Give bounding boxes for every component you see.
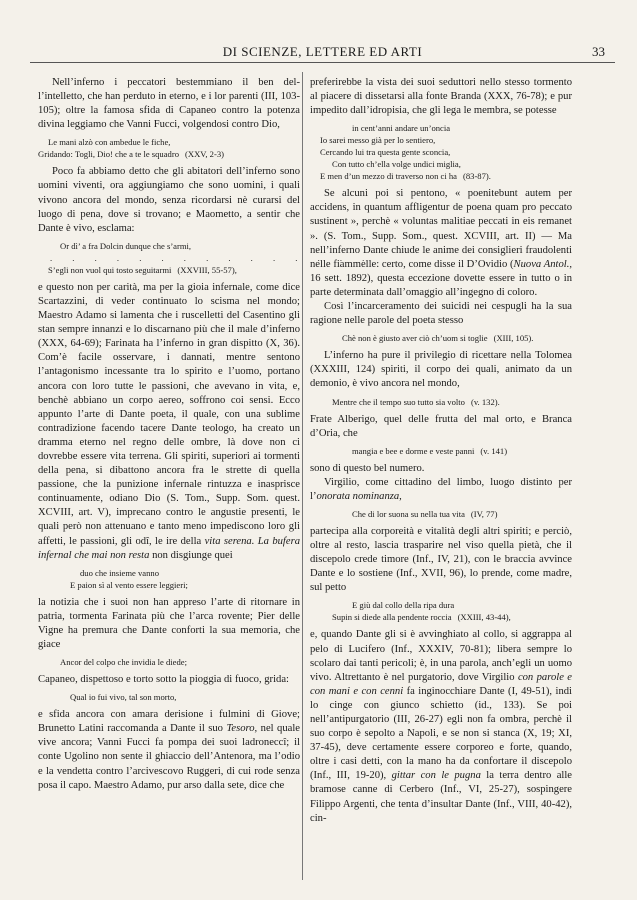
- verse-quote: [38, 567, 300, 591]
- paragraph-text: e questo non per carità, ma per la gioia infernale, come dice Scartazzini, di veder continuato lo scisma nel mondo; Maestro Adamo si lamenta che i ruscelletti del Casentino gli stan sempre innanzi e lo discarnano più che il male d’inferno (XXX, 64-69); Farinata ha l’inferno in gran dispitto (X, 36). Com’è facile osservare, i dannati, mentre sentono l’antagonismo incessante tra lo spirito e l’uomo, portano ancora con loro tutte le passioni, che avevano in vita, e, benchè abbiano un corpo aereo, soffrono coi sensi. Ecco appunto l’arte di Dante poeta, il quale, con una sublime contradizione facendo tacere Dante teologo, ha creato un dramma eterno nel regno delle ombre, là dove non ci dovrebbe essere vita terrena. Gli spiriti, superiori ai tormenti della pena, si dibattono ancora fra le strette di quella passione, che la punizione infernale rintuzza e inasprisce continuamente, odiano Dio (S. Tom., Supp. Som. quest. XCVIII, art. V), imprecano contro le angustie presenti, le quali però non attenuano e tanto meno impediscono loro gli affetti, le passioni, gli odî, le ire della: [38, 281, 300, 547]
- paragraph-text: e, quando Dante gli si è avvinghiato al collo, si aggrappa al pelo di Lucifero (Inf., XXXIV, 70-81); libera sempre lo scolaro dai tanti pericoli; è, in una parola, anch’egli un uomo vivo. Altrettanto è nel purgatorio, dove Virgilio: [310, 629, 572, 683]
- column-divider: [302, 72, 303, 880]
- paragraph-text: e sfida ancora con amara derisione i fulmini di Giove; Brunetto Latini raccomanda a Dante il suo: [38, 709, 300, 735]
- verse-reference: (83-87).: [462, 171, 491, 182]
- verse-reference: (XXVIII, 55-57),: [177, 264, 237, 275]
- verse-line: Gridando: Togli, Dio! che a te le squadro: [38, 149, 179, 160]
- paragraph-text: Virgilio, come cittadino del limbo, luogo distinto per l’: [310, 476, 572, 502]
- page-number: 33: [592, 44, 605, 59]
- verse-quote: [38, 656, 300, 668]
- paragraph: Così l’incarceramento dei suicidi nei cespugli ha la sua ragione nelle parole del poeta stesso: [310, 301, 572, 327]
- paragraph: la notizia che i suoi non han appreso l’arte di ritornare in patria, tormenta Farinata più che l’arca rovente; Pier delle Vigne ha premura che Dante conforti la sua memoria, che giace: [38, 596, 300, 650]
- verse-line: Le mani alzò con ambedue le fiche,: [48, 137, 171, 148]
- verse-quote: [310, 599, 572, 623]
- verse-quote: [310, 122, 572, 182]
- paragraph: [38, 281, 300, 563]
- verse-line: in cent’anni andare un’oncia: [352, 123, 451, 134]
- paragraph: Capaneo, dispettoso e torto sotto la pioggia di fuoco, grida:: [38, 674, 289, 686]
- verse-line: Io sarei messo già per lo sentiero,: [320, 135, 436, 146]
- verse-reference: (XIII, 105).: [493, 333, 534, 344]
- paragraph: sono di questo bel numero.: [310, 462, 425, 474]
- paragraph: [310, 187, 572, 300]
- verse-line: E men d’un mezzo di traverso non ci ha: [320, 171, 457, 182]
- verse-quote: [310, 396, 572, 408]
- verse-line: Supin si diede alla pendente roccia: [332, 612, 452, 623]
- italic-quote: con parole e con mani e con cenni: [310, 671, 572, 697]
- verse-line: Cercando lui tra questa gente sconcia,: [320, 147, 451, 158]
- verse-quote: [310, 445, 572, 457]
- paragraph-text: 16 sett. 1892), questa eccezione dovette essere in tutto o in parte determinata dall’omaggio all’ingegno di coloro.: [310, 272, 572, 298]
- italic-quote: vita serena. La bufera infernal che mai non resta: [38, 535, 300, 561]
- paragraph-text: Se alcuni poi si pentono, « poenitebunt autem per accidens, in quantum affligentur de poena quam pro peccato sustinent », perchè « voluntas malitiae peccati in eis remanet ». (S. Tom., Supp. Som., quest. XCVIII, art. II) — Ma nell’inferno Dante chiude le anime dei consiglieri fraudolenti nelle fiammelle: certo, come disse il D’Ovidio (: [310, 188, 572, 270]
- verse-line: Or dì’ a fra Dolcin dunque che s’armi,: [60, 240, 192, 251]
- verse-quote: [38, 691, 300, 703]
- paragraph: [38, 708, 300, 793]
- paragraph-text: fa inginocchiare Dante (I, 49-51), indi lo cinge con giunco schietto (id., 133). Se poi nell’antipurgatorio (III, 26-27) egli non fa ombra, perchè il suo corpo è sepolto a Napoli, e se non si stanca (X, 19; XI, 37-45), deve certamente essere corporeo e forte, quando, oltre i casi detti, con la mano ha da confortare il discepolo (Inf., III, 19-20),: [310, 685, 572, 782]
- verse-quote: [38, 136, 300, 160]
- verse-quote: [310, 332, 572, 344]
- verse-quote: [38, 240, 374, 276]
- verse-line: E giù dal collo della ripa dura: [352, 600, 455, 611]
- paragraph: Frate Alberigo, quel delle frutta del mal orto, e Branca d’Oria, che: [310, 413, 572, 439]
- verse-quote: [310, 508, 572, 520]
- paragraph: L’inferno ha pure il privilegio di ricettare nella Tolomea (XXXIII, 124) spiriti, il corpo dei quali, animato da un demonio, è vivo ancora nel mondo,: [310, 350, 572, 390]
- verse-reference: (XXV, 2-3): [185, 149, 224, 160]
- verse-line: Chè non è giusto aver ciò ch’uom si toglie: [342, 333, 488, 344]
- italic-title: Nuova Antol.,: [513, 258, 572, 270]
- verse-reference: (v. 132).: [470, 396, 500, 407]
- italic-title: Tesoro,: [226, 723, 258, 735]
- paragraph: [310, 628, 572, 825]
- verse-line: S’egli non vuol qui tosto seguitarmi: [48, 264, 172, 275]
- verse-reference: (v. 141): [480, 445, 508, 456]
- paragraph: Nell’inferno i peccatori bestemmiano il ben del-l’intelletto, che han perduto in eterno, e i lor parenti (III, 103-105); oltre la famosa sfida di Capaneo contro la potenza divina leggiamo che Vanni Fucci, volgendosi contro Dio,: [38, 77, 300, 131]
- paragraph: partecipa alla corporeità e vitalità degli altri spiriti; e perciò, oltre al resto, lascia trasparire nel viso quella pietà, che il discepolo crede timore (Inf., IV, 21), con le braccia avvince Dante e lo sostiene (Inf., XVII, 96), lo prende, come madre, sul petto: [310, 525, 572, 594]
- verse-line: Che di lor suona su nella tua vita: [352, 508, 465, 519]
- paragraph: preferirebbe la vista dei suoi seduttori nello stesso tormento al piacere di dissetarsi alla fonte Branda (XXX, 76-78); e pur impedito dall’idropisia, che gli lega le membra, se potesse: [310, 77, 572, 117]
- verse-line: Mentre che il tempo suo tutto sia volto: [332, 396, 465, 407]
- italic-quote: gittar con le pugna: [391, 770, 481, 782]
- verse-line: Qual io fui vivo, tal son morto,: [70, 692, 177, 703]
- paragraph-text: la terra dentro alle bramose canne di Cerbero (Inf., VI, 25-27), sospingere Filippo Argenti, che tenta d’insultar Dante (Inf., VIII, 40-42), cin-: [310, 770, 573, 824]
- paragraph: Poco fa abbiamo detto che gli abitatori dell’inferno sono uomini viventi, ora aggiungiamo che sono uomini, i quali vivono ancora del mondo, senza ricordarsi nè curarsi del luogo di pena, dove si trovano; e Maometto, a sentir che Dante è vivo, esclama:: [38, 166, 300, 234]
- paragraph: [310, 476, 572, 504]
- verse-line: Con tutto ch’ella volge undici miglia,: [332, 159, 461, 170]
- running-header: [30, 42, 615, 63]
- verse-line: Ancor del colpo che invidia le diede;: [60, 657, 187, 668]
- verse-line: E paion sì al vento essere leggieri;: [70, 579, 188, 590]
- verse-reference: (IV, 77): [470, 508, 498, 519]
- running-title: DI SCIENZE, LETTERE ED ARTI: [222, 44, 423, 59]
- verse-ellipsis: . . . . . . . . . . . . . . .: [50, 252, 374, 263]
- verse-reference: (XXIII, 43-44),: [457, 612, 511, 623]
- right-column: [310, 76, 572, 826]
- verse-line: mangia e bee e dorme e veste panni: [352, 445, 475, 456]
- italic-quote: onorata nominanza,: [316, 490, 402, 502]
- paragraph-text: nel quale vive ancora; Vanni Fucci fa pompa dei suoi ladroneccî; il conte Ugolino non sente il ghiaccio dell’Antenora, ma l’odio e la vendetta contro l’arcivescovo Ruggeri, di cui rode senza posa il capo. Maestro Adamo, pur arso dalla sete, dice che: [38, 723, 300, 791]
- verse-line: duo che insieme vanno: [80, 567, 159, 578]
- paragraph-text: non disgiunge quei: [149, 549, 233, 561]
